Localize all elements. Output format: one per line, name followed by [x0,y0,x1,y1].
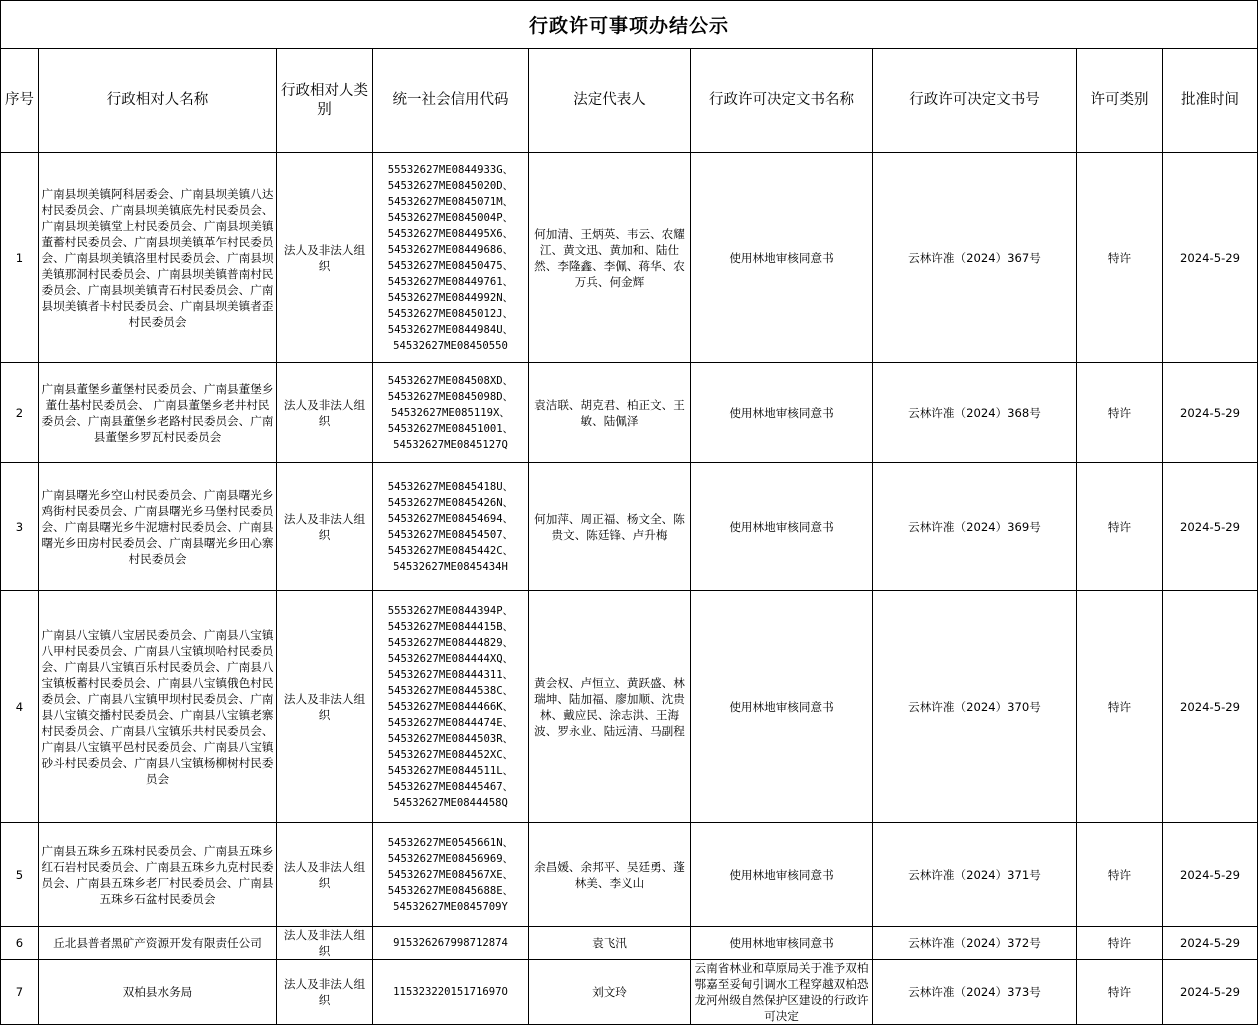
row-permit-type: 特许 [1077,591,1163,823]
row-credit-code: 915326267998712874 [373,927,529,960]
row-legal-rep: 余昌媛、余邦平、吴廷勇、蓬林美、李义山 [529,823,691,927]
row-category: 法人及非法人组织 [277,591,373,823]
row-name: 广南县五珠乡五珠村民委员会、广南县五珠乡红石岩村民委员会、广南县五珠乡九克村民委员会、广南县五珠乡老厂村民委员会、广南县五珠乡石盆村民委员会 [39,823,277,927]
table-row [1,153,1258,363]
header-approval-date: 批准时间 [1163,49,1258,153]
row-permit-type: 特许 [1077,927,1163,960]
table-row [1,363,1258,463]
row-legal-rep: 黄会权、卢恒立、黄跃盛、林瑞坤、陆加福、廖加顺、沈贵林、戴应民、涂志洪、王海波、罗永业、陆远清、马副程 [529,591,691,823]
table-row [1,960,1258,1025]
row-name: 广南县八宝镇八宝居民委员会、广南县八宝镇八甲村民委员会、广南县八宝镇坝哈村民委员会、广南县八宝镇百乐村民委员会、广南县八宝镇板蓄村民委员会、广南县八宝镇俄色村民委员会、广南县八宝镇甲坝村民委员会、广南县八宝镇交播村民委员会、广南县八宝镇老寨村民委员会、广南县八宝镇乐共村民委员会、广南县八宝镇平邑村民委员会、广南县八宝镇砂斗村民委员会、广南县八宝镇杨柳树村民委员会 [39,591,277,823]
row-legal-rep: 何加清、王炳英、韦云、农耀江、黄文迅、黄加和、陆仕然、李隆鑫、李佩、蒋华、农万兵、何金辉 [529,153,691,363]
row-name: 广南县曙光乡空山村民委员会、广南县曙光乡鸡街村民委员会、广南县曙光乡马堡村民委员会、广南县曙光乡牛泥塘村民委员会、广南县曙光乡田房村民委员会、广南县曙光乡田心寨村民委员会 [39,463,277,591]
row-doc-name: 使用林地审核同意书 [691,927,873,960]
row-doc-no: 云林许准（2024）373号 [873,960,1077,1025]
row-no: 5 [1,823,39,927]
row-doc-no: 云林许准（2024）372号 [873,927,1077,960]
row-credit-code: 55532627ME0844933G、 54532627ME0845020D、 54532627ME0845071M、 54532627ME0845004P、 54532627ME084495X6、 54532627ME08449686、 54532627ME08450475、 54532627ME08449761、 54532627ME0844992N、 54532627ME0845012J、 54532627ME0844984U、 54532627ME08450550 [373,153,529,363]
row-approval-date: 2024-5-29 [1163,927,1258,960]
header-legal-rep: 法定代表人 [529,49,691,153]
row-doc-no: 云林许准（2024）367号 [873,153,1077,363]
table-row [1,927,1258,960]
row-legal-rep: 刘文玲 [529,960,691,1025]
header-doc-name: 行政许可决定文书名称 [691,49,873,153]
row-category: 法人及非法人组织 [277,153,373,363]
row-approval-date: 2024-5-29 [1163,960,1258,1025]
row-approval-date: 2024-5-29 [1163,153,1258,363]
row-legal-rep: 袁洁联、胡克君、柏正文、王敏、陆佩泽 [529,363,691,463]
row-credit-code: 54532627ME084508XD、 54532627ME0845098D、 54532627ME085119X、 54532627ME08451001、 54532627ME0845127Q [373,363,529,463]
row-doc-name: 云南省林业和草原局关于准予双柏鄂嘉至妥甸引调水工程穿越双柏恐龙河州级自然保护区建设的行政许可决定 [691,960,873,1025]
row-name: 双柏县水务局 [39,960,277,1025]
row-category: 法人及非法人组织 [277,363,373,463]
row-credit-code: 54532627ME0845418U、 54532627ME0845426N、 54532627ME08454694、 54532627ME08454507、 54532627ME0845442C、 54532627ME0845434H [373,463,529,591]
row-doc-name: 使用林地审核同意书 [691,153,873,363]
header-no: 序号 [1,49,39,153]
row-doc-no: 云林许准（2024）371号 [873,823,1077,927]
table-row [1,591,1258,823]
row-category: 法人及非法人组织 [277,463,373,591]
row-approval-date: 2024-5-29 [1163,823,1258,927]
row-doc-name: 使用林地审核同意书 [691,823,873,927]
row-permit-type: 特许 [1077,153,1163,363]
row-no: 3 [1,463,39,591]
row-doc-no: 云林许准（2024）370号 [873,591,1077,823]
header-row [1,49,1258,153]
row-permit-type: 特许 [1077,960,1163,1025]
row-approval-date: 2024-5-29 [1163,363,1258,463]
row-no: 2 [1,363,39,463]
row-category: 法人及非法人组织 [277,960,373,1025]
header-doc-no: 行政许可决定文书号 [873,49,1077,153]
row-credit-code: 55532627ME0844394P、 54532627ME0844415B、 54532627ME08444829、 54532627ME084444XQ、 54532627ME08444311、 54532627ME0844538C、 54532627ME0844466K、 54532627ME0844474E、 54532627ME0844503R、 54532627ME084452XC、 54532627ME0844511L、 54532627ME08445467、 54532627ME0844458Q [373,591,529,823]
row-doc-name: 使用林地审核同意书 [691,363,873,463]
row-no: 6 [1,927,39,960]
row-legal-rep: 袁飞汛 [529,927,691,960]
row-no: 7 [1,960,39,1025]
table-row [1,463,1258,591]
header-permit-type: 许可类别 [1077,49,1163,153]
row-category: 法人及非法人组织 [277,927,373,960]
row-credit-code: 11532322015171697O [373,960,529,1025]
row-permit-type: 特许 [1077,823,1163,927]
page-title: 行政许可事项办结公示 [1,1,1258,49]
row-name: 广南县董堡乡董堡村民委员会、广南县董堡乡董仕基村民委员会、 广南县董堡乡老井村民委员会、广南县董堡乡老路村民委员会、广南县董堡乡罗瓦村民委员会 [39,363,277,463]
row-doc-no: 云林许准（2024）368号 [873,363,1077,463]
row-permit-type: 特许 [1077,463,1163,591]
row-permit-type: 特许 [1077,363,1163,463]
row-doc-name: 使用林地审核同意书 [691,463,873,591]
row-no: 4 [1,591,39,823]
row-name: 广南县坝美镇阿科居委会、广南县坝美镇八达村民委员会、广南县坝美镇底先村民委员会、广南县坝美镇堂上村民委员会、广南县坝美镇董蓄村民委员会、广南县坝美镇革乍村民委员会、广南县坝美镇洛里村民委员会、广南县坝美镇那洞村民委员会、广南县坝美镇普南村民委员会、广南县坝美镇青石村民委员会、广南县坝美镇者卡村民委员会、广南县坝美镇者歪村民委员会 [39,153,277,363]
row-category: 法人及非法人组织 [277,823,373,927]
header-credit-code: 统一社会信用代码 [373,49,529,153]
row-legal-rep: 何加萍、周正福、杨文全、陈贵文、陈廷锋、卢升梅 [529,463,691,591]
row-no: 1 [1,153,39,363]
row-approval-date: 2024-5-29 [1163,463,1258,591]
row-approval-date: 2024-5-29 [1163,591,1258,823]
row-credit-code: 54532627ME0545661N、 54532627ME08456969、 54532627ME084567XE、 54532627ME0845688E、 54532627ME0845709Y [373,823,529,927]
header-name: 行政相对人名称 [39,49,277,153]
table-row [1,823,1258,927]
row-name: 丘北县普者黑矿产资源开发有限责任公司 [39,927,277,960]
row-doc-name: 使用林地审核同意书 [691,591,873,823]
header-category: 行政相对人类别 [277,49,373,153]
row-doc-no: 云林许准（2024）369号 [873,463,1077,591]
